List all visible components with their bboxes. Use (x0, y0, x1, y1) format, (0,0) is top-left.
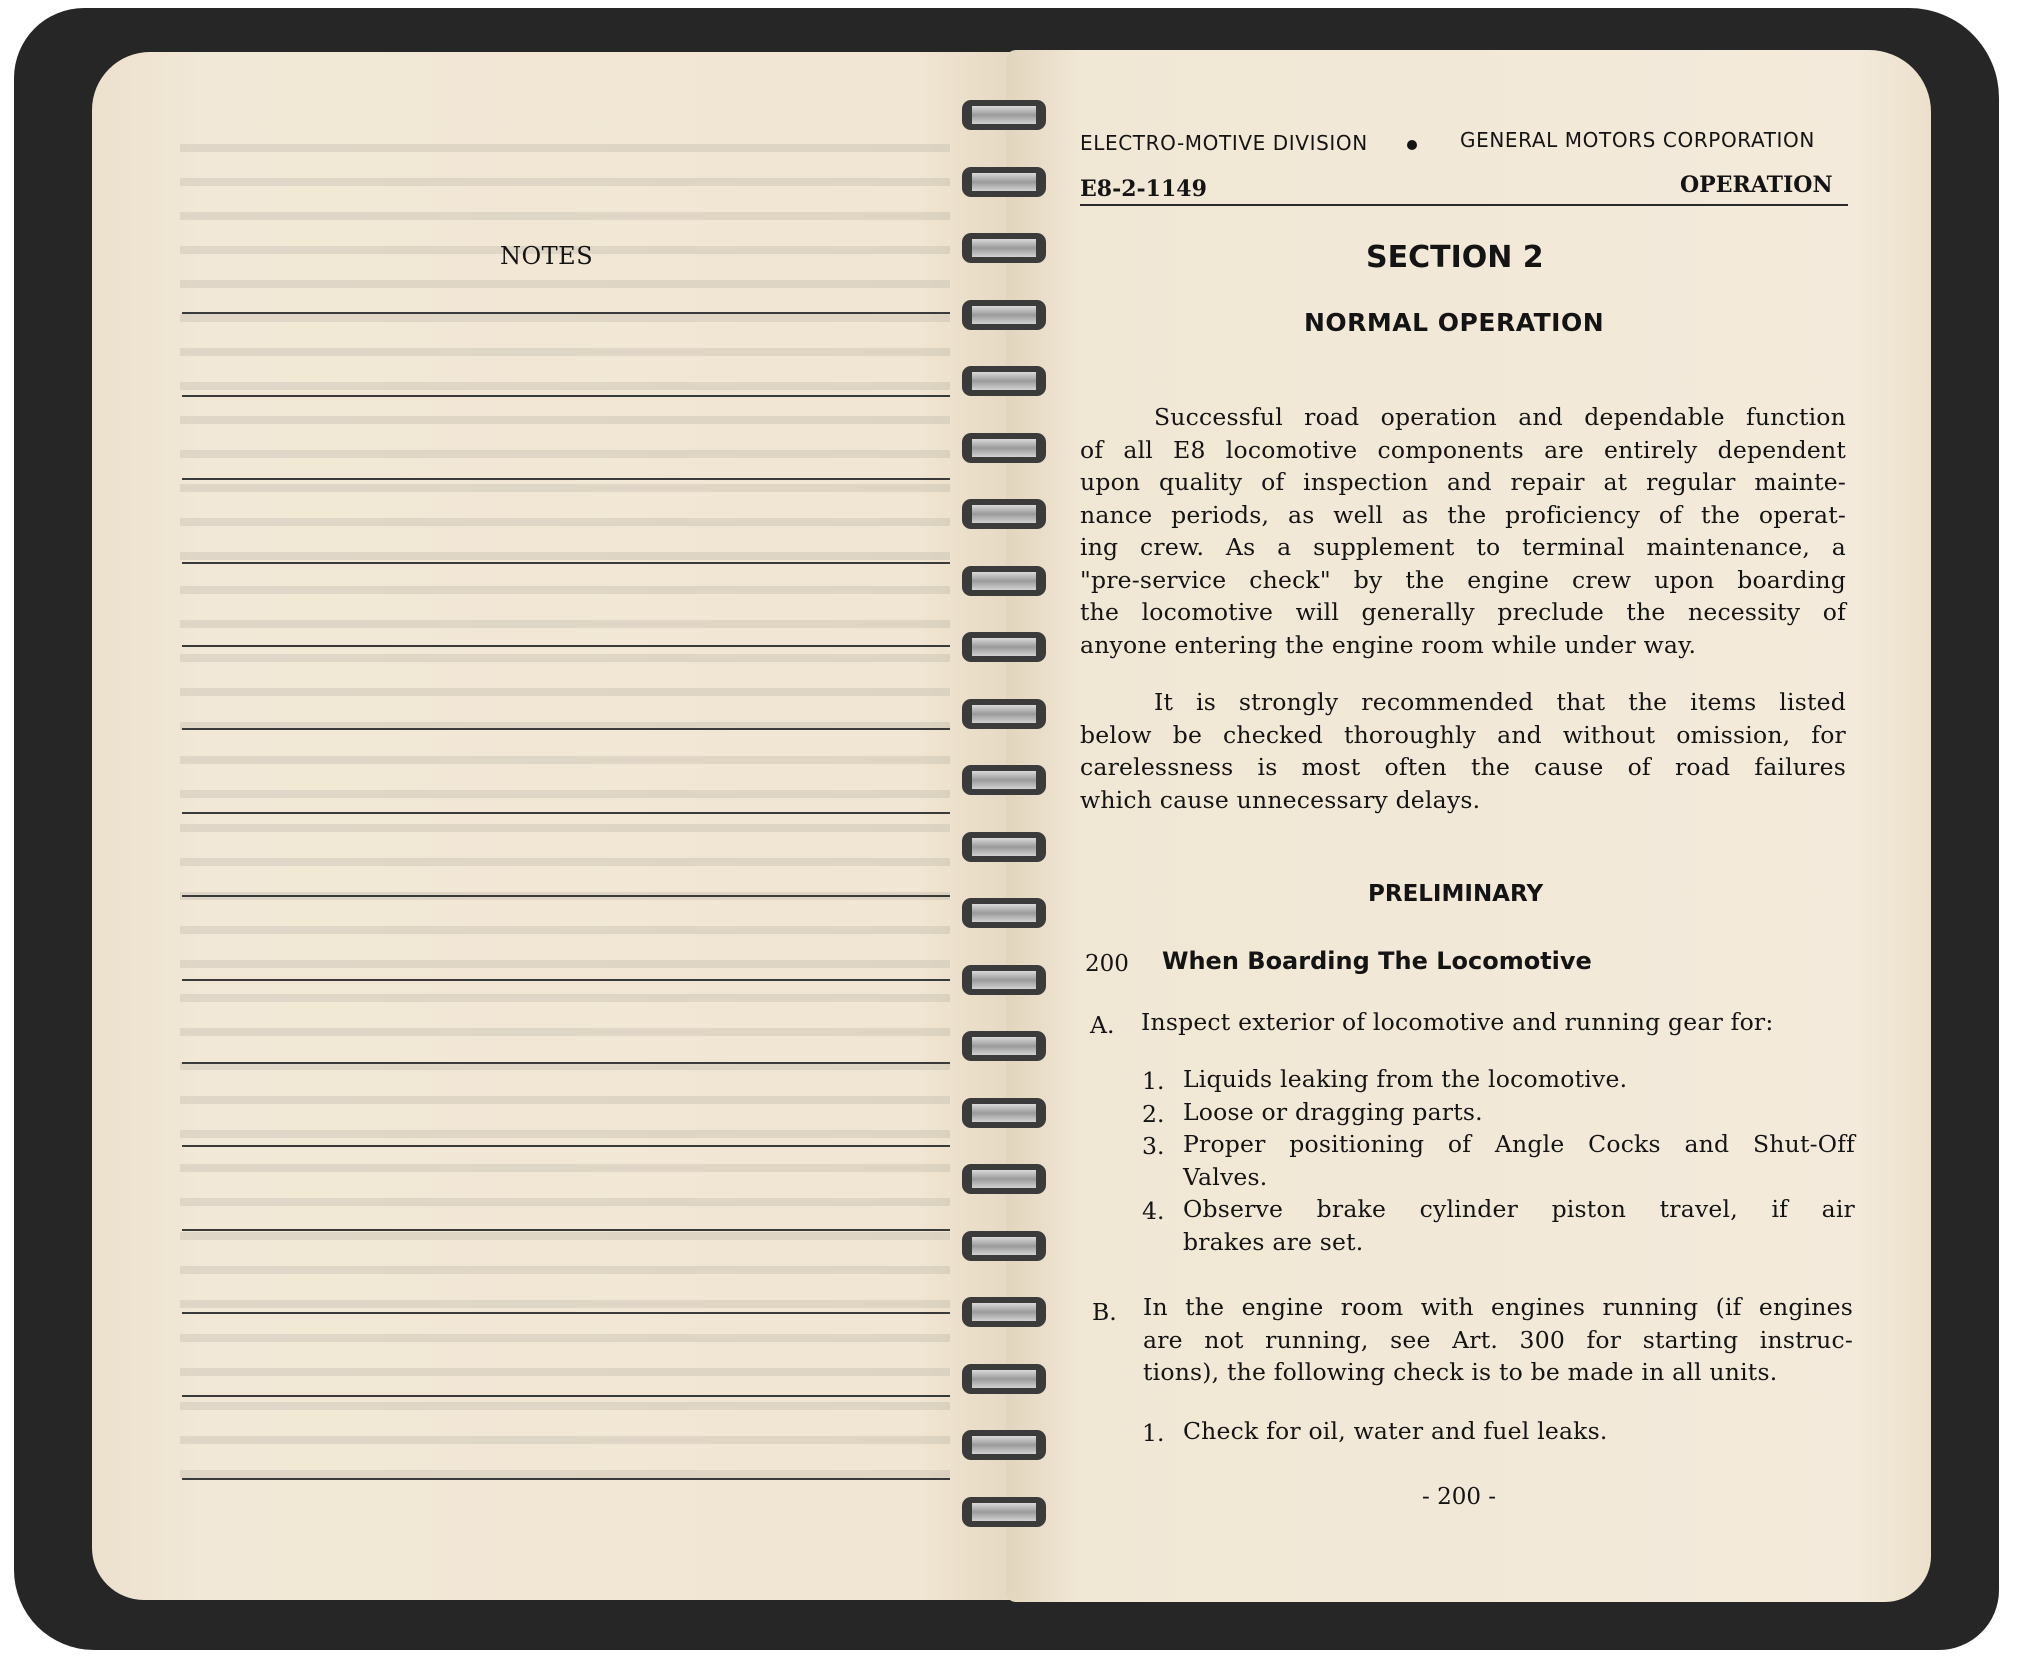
spiral-coil (962, 1297, 1046, 1327)
notes-writing-line (182, 728, 950, 730)
spiral-coil (962, 632, 1046, 662)
spiral-coil (962, 366, 1046, 396)
checklist-line: brakes are set. (1183, 1227, 1364, 1256)
notes-heading: NOTES (500, 242, 594, 270)
header-category: OPERATION (1680, 172, 1833, 198)
notes-writing-line (182, 1395, 950, 1397)
notes-writing-line (182, 562, 950, 564)
paragraph-line: which cause unnecessary delays. (1080, 785, 1481, 814)
preliminary-heading: PRELIMINARY (1368, 881, 1544, 907)
checklist-number: 4. (1142, 1197, 1165, 1225)
notes-writing-line (182, 395, 950, 397)
spiral-coil (962, 233, 1046, 263)
spiral-coil (962, 1497, 1046, 1527)
intro-paragraph (1080, 401, 1846, 661)
spiral-coil (962, 566, 1046, 596)
checklist-line: Observe brake cylinder piston travel, if air (1183, 1195, 1855, 1223)
paragraph-line: the locomotive will generally preclude the necessity of (1080, 598, 1846, 626)
article-number: 200 (1085, 951, 1129, 977)
paragraph-line: tions), the following check is to be made in all units. (1143, 1358, 1778, 1386)
notes-writing-line (182, 1062, 950, 1064)
paragraph-line: ing crew. As a supplement to terminal maintenance, a (1080, 533, 1846, 561)
notes-writing-line (182, 1478, 950, 1480)
spiral-coil (962, 1430, 1046, 1460)
notes-writing-line (182, 812, 950, 814)
paragraph-line: Successful road operation and dependable function (1154, 403, 1846, 431)
checklist-number: 3. (1142, 1132, 1165, 1160)
checklist-item-text (1183, 1128, 1855, 1193)
spiral-coil (962, 1364, 1046, 1394)
paragraph-line: are not running, see Art. 300 for starting instruc- (1143, 1325, 1853, 1354)
section-title: SECTION 2 (1366, 240, 1544, 275)
spiral-coil (962, 499, 1046, 529)
header-rule (1080, 204, 1848, 206)
header-division: ELECTRO-MOTIVE DIVISION (1080, 131, 1368, 155)
spiral-coil (962, 1164, 1046, 1194)
spiral-coil (962, 832, 1046, 862)
paragraph-line: nance periods, as well as the proficiency of the operat- (1080, 500, 1846, 529)
recommendation-paragraph (1080, 686, 1846, 816)
checklist-line: Check for oil, water and fuel leaks. (1183, 1417, 1608, 1445)
paragraph-line: of all E8 locomotive components are entirely dependent (1080, 435, 1846, 464)
spiral-coil (962, 300, 1046, 330)
paragraph-line: "pre-service check" by the engine crew upon boarding (1080, 565, 1846, 594)
checklist-line: Proper positioning of Angle Cocks and Shut-Off (1183, 1130, 1855, 1158)
spiral-coil (962, 167, 1046, 197)
checklist-line: Liquids leaking from the locomotive. (1183, 1065, 1628, 1093)
item-a-letter: A. (1090, 1011, 1115, 1039)
notes-writing-line (182, 979, 950, 981)
checklist-number: 1. (1142, 1419, 1165, 1447)
bleed-through-text (180, 130, 950, 1480)
spiral-binding (958, 100, 1048, 1560)
paragraph-line: below be checked thoroughly and without omission, for (1080, 720, 1846, 749)
notes-writing-line (182, 478, 950, 480)
header-bullet (1407, 140, 1417, 150)
paragraph-line: In the engine room with engines running (if engines (1143, 1293, 1853, 1321)
document-number: E8-2-1149 (1080, 176, 1207, 202)
paragraph-line: upon quality of inspection and repair at regular mainte- (1080, 468, 1846, 496)
checklist-number: 1. (1142, 1067, 1165, 1095)
item-b-letter: B. (1092, 1298, 1117, 1326)
spiral-coil (962, 433, 1046, 463)
paragraph-line: It is strongly recommended that the items listed (1154, 688, 1846, 716)
checklist-item-text (1183, 1193, 1855, 1258)
spiral-coil (962, 699, 1046, 729)
page-number: - 200 - (1422, 1484, 1497, 1510)
checklist-item-text (1183, 1096, 1855, 1129)
checklist-line: Loose or dragging parts. (1183, 1097, 1483, 1126)
paragraph-line: anyone entering the engine room while under way. (1080, 630, 1697, 659)
item-a-text: Inspect exterior of locomotive and running gear for: (1141, 1008, 1774, 1036)
notes-writing-line (182, 1229, 950, 1231)
article-title: When Boarding The Locomotive (1162, 947, 1592, 975)
spiral-coil (962, 765, 1046, 795)
checklist-line: Valves. (1183, 1162, 1268, 1191)
notes-writing-line (182, 1145, 950, 1147)
notes-writing-line (182, 895, 950, 897)
item-b-paragraph (1143, 1291, 1853, 1389)
checklist-number: 2. (1142, 1099, 1165, 1128)
notes-writing-line (182, 312, 950, 314)
spiral-coil (962, 1098, 1046, 1128)
paragraph-line: carelessness is most often the cause of road failures (1080, 753, 1846, 781)
notes-writing-line (182, 1312, 950, 1314)
spiral-coil (962, 1031, 1046, 1061)
section-subtitle: NORMAL OPERATION (1304, 308, 1605, 337)
spiral-coil (962, 965, 1046, 995)
spiral-coil (962, 100, 1046, 130)
notes-writing-line (182, 645, 950, 647)
header-corporation: GENERAL MOTORS CORPORATION (1460, 128, 1815, 152)
checklist-item-text (1183, 1063, 1855, 1096)
spiral-coil (962, 1231, 1046, 1261)
spiral-coil (962, 898, 1046, 928)
checklist-item-text (1183, 1415, 1855, 1448)
